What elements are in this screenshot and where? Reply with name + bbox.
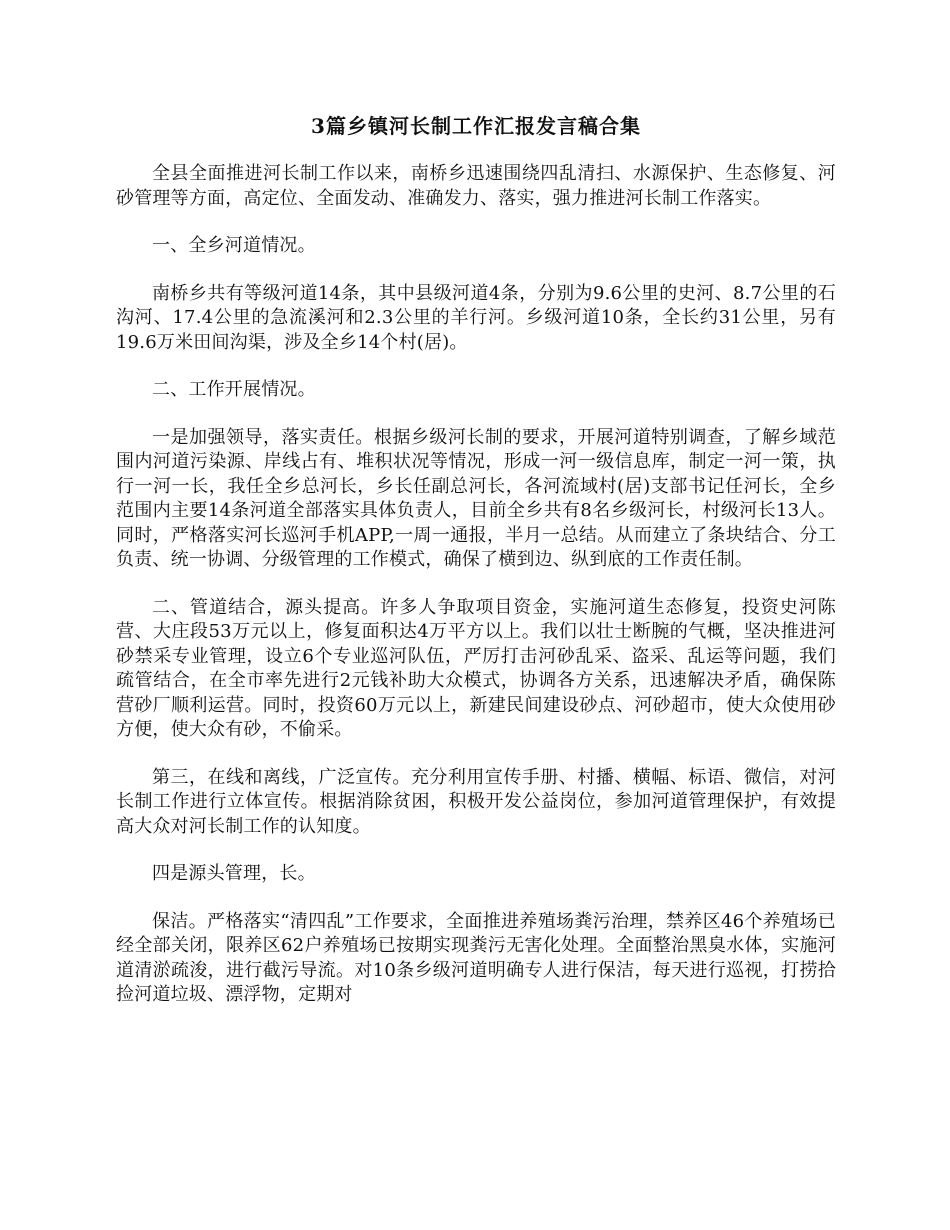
paragraph-intro: 全县全面推进河长制工作以来，南桥乡迅速围绕四乱清扫、水源保护、生态修复、河砂管理等方面，高定位、全面发动、准确发力、落实，强力推进河长制工作落实。 (116, 163, 836, 209)
paragraph-cleaning: 保洁。严格落实“清四乱”工作要求，全面推进养殖场粪污治理，禁养区46个养殖场已经全部关闭，限养区62户养殖场已按期实现粪污无害化处理。全面整治黑臭水体，实施河道清淤疏浚，进行截污导流。对10条乡级河道明确专人进行保洁，每天进行巡视，打捞拾捡河道垃圾、漂浮物，定期对 (116, 910, 836, 1005)
paragraph-source-improvement: 二、管道结合，源头提高。许多人争取项目资金，实施河道生态修复，投资史河陈营、大庄段53万元以上，修复面积达4万平方以上。我们以壮士断腕的气概，坚决推进河砂禁采专业管理，设立6个专业巡河队伍，严厉打击河砂乱采、盗采、乱运等问题，我们疏管结合，在全市率先进行2元钱补助大众模式，协调各方关系，迅速解决矛盾，确保陈营砂厂顺利运营。同时，投资60万元以上，新建民间建设砂点、河砂超市，使大众使用砂方便，使大众有砂，不偷采。 (116, 596, 836, 740)
paragraph-river-overview: 南桥乡共有等级河道14条，其中县级河道4条，分别为9.6公里的史河、8.7公里的石沟河、17.4公里的急流溪河和2.3公里的羊行河。乡级河道10条，全长约31公里，另有19.6万米田间沟渠，涉及全乡14个村(居)。 (116, 282, 836, 353)
paragraph-source-management: 四是源头管理，长。 (152, 863, 316, 884)
section-heading-river-overview: 一、全乡河道情况。 (152, 235, 316, 256)
document-page (116, 112, 836, 1031)
document-title: 3篇乡镇河长制工作汇报发言稿合集 (311, 114, 641, 138)
section-heading-work-progress: 二、工作开展情况。 (152, 379, 316, 400)
paragraph-leadership: 一是加强领导，落实责任。根据乡级河长制的要求，开展河道特别调查，了解乡域范围内河道污染源、岸线占有、堆积状况等情况，形成一河一级信息库，制定一河一策，执行一河一长，我任全乡总河长，乡长任副总河长，各河流域村(居)支部书记任河长，全乡范围内主要14条河道全部落实具体负责人，目前全乡共有8名乡级河长，村级河长13人。同时，严格落实河长巡河手机APP,一周一通报，半月一总结。从而建立了条块结合、分工负责、统一协调、分级管理的工作模式，确保了横到边、纵到底的工作责任制。 (116, 426, 836, 570)
paragraph-publicity: 第三，在线和离线，广泛宣传。充分利用宣传手册、村播、横幅、标语、微信，对河长制工作进行立体宣传。根据消除贫困，积极开发公益岗位，参加河道管理保护，有效提高大众对河长制工作的认知度。 (116, 766, 836, 837)
